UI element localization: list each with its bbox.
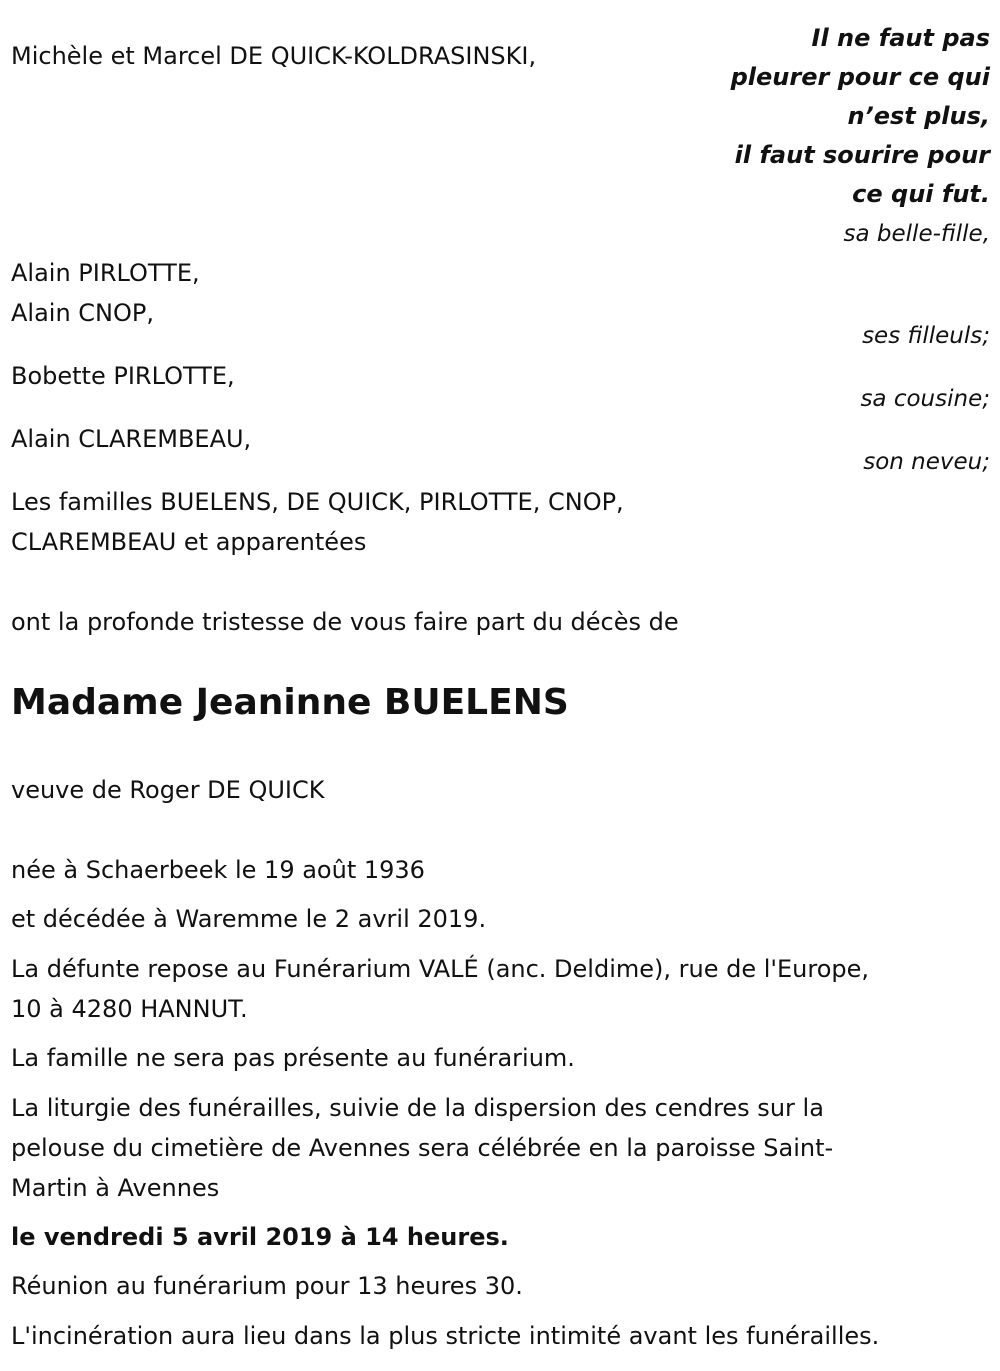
birth-text: née à Schaerbeek le 19 août 1936: [11, 856, 425, 884]
family-line-families: Les familles BUELENS, DE QUICK, PIRLOTTE, CNOP,: [11, 488, 624, 516]
family-line-godson-1: Alain PIRLOTTE,: [11, 259, 200, 287]
liturgy-line-2: pelouse du cimetière de Avennes sera célébrée en la paroisse Saint-: [11, 1134, 834, 1162]
family-line-nephew: Alain CLAREMBEAU,: [11, 425, 252, 453]
family-line-daughter-in-law: Michèle et Marcel DE QUICK-KOLDRASINSKI,: [11, 42, 537, 70]
family-line-cousin: Bobette PIRLOTTE,: [11, 362, 235, 390]
announcement-text: ont la profonde tristesse de vous faire part du décès de: [11, 608, 679, 636]
poem-line: n’est plus,: [847, 102, 990, 130]
meeting-text: Réunion au funérarium pour 13 heures 30.: [11, 1272, 523, 1300]
resting-place-line-1: La défunte repose au Funérarium VALÉ (anc. Deldime), rue de l'Europe,: [11, 955, 870, 983]
poem-line: pleurer pour ce qui: [730, 63, 990, 91]
widow-of-text: veuve de Roger DE QUICK: [11, 776, 325, 804]
role-nephew: son neveu;: [863, 449, 990, 475]
role-godsons: ses filleuls;: [862, 323, 990, 349]
liturgy-line-3: Martin à Avennes: [11, 1174, 220, 1202]
death-text: et décédée à Waremme le 2 avril 2019.: [11, 905, 487, 933]
cremation-text: L'incinération aura lieu dans la plus stricte intimité avant les funérailles.: [11, 1322, 880, 1350]
role-cousin: sa cousine;: [860, 386, 990, 412]
family-line-godson-2: Alain CNOP,: [11, 299, 155, 327]
family-line-relatives: CLAREMBEAU et apparentées: [11, 528, 367, 556]
funeral-date: le vendredi 5 avril 2019 à 14 heures.: [11, 1223, 509, 1251]
role-daughter-in-law: sa belle-fille,: [843, 221, 990, 247]
poem-line: ce qui fut.: [852, 180, 990, 208]
family-absent-text: La famille ne sera pas présente au funérarium.: [11, 1044, 575, 1072]
liturgy-line-1: La liturgie des funérailles, suivie de la dispersion des cendres sur la: [11, 1094, 824, 1122]
deceased-name: Madame Jeaninne BUELENS: [11, 682, 569, 723]
resting-place-line-2: 10 à 4280 HANNUT.: [11, 995, 248, 1023]
poem-quote: [731, 19, 990, 214]
poem-line: Il ne faut pas: [811, 24, 990, 52]
poem-line: il faut sourire pour: [734, 141, 990, 169]
